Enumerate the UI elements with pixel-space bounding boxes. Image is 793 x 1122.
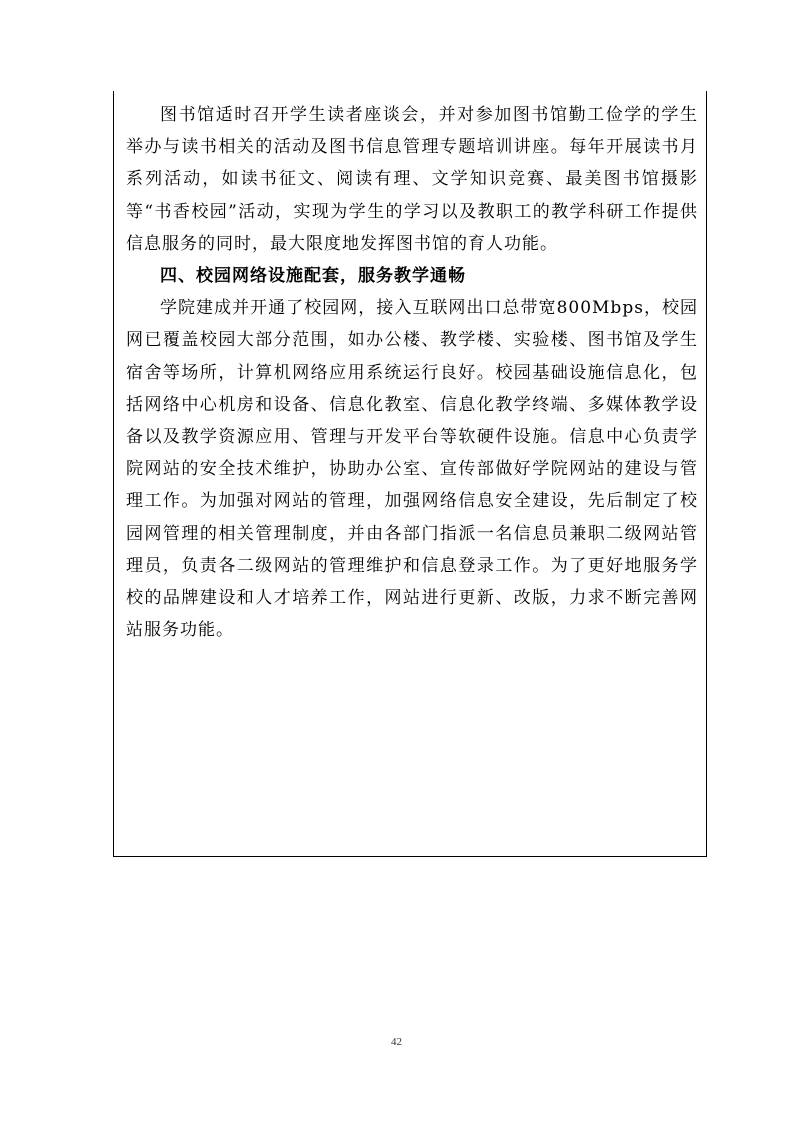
paragraph-campus-network: 学院建成并开通了校园网，接入互联网出口总带宽800Mbps，校园网已覆盖校园大部分范围，如办公楼、教学楼、实验楼、图书馆及学生宿舍等场所，计算机网络应用系统运行良好。校园基础设施信息化，包括网络中心机房和设备、信息化教室、信息化教学终端、多媒体教学设备以及教学资源应用、管理与开发平台等软硬件设施。信息中心负责学院网站的安全技术维护，协助办公室、宣传部做好学院网站的建设与管理工作。为加强对网站的管理，加强网络信息安全建设，先后制定了校园网管理的相关管理制度，并由各部门指派一名信息员兼职二级网站管理员，负责各二级网站的管理维护和信息登录工作。为了更好地服务学校的品牌建设和人才培养工作，网站进行更新、改版，力求不断完善网站服务功能。 [126, 298, 698, 641]
section-heading: 四、校园网络设施配套，服务教学通畅 [160, 266, 466, 287]
text-body [126, 99, 698, 646]
content-table-cell [113, 91, 707, 857]
page-number: 42 [391, 1036, 402, 1048]
paragraph-library-activities: 图书馆适时召开学生读者座谈会，并对参加图书馆勤工俭学的学生举办与读书相关的活动及图书信息管理专题培训讲座。每年开展读书月系列活动，如读书征文、阅读有理、文学知识竞赛、最美图书馆摄影等“书香校园”活动，实现为学生的学习以及教职工的教学科研工作提供信息服务的同时，最大限度地发挥图书馆的育人功能。 [126, 105, 698, 254]
